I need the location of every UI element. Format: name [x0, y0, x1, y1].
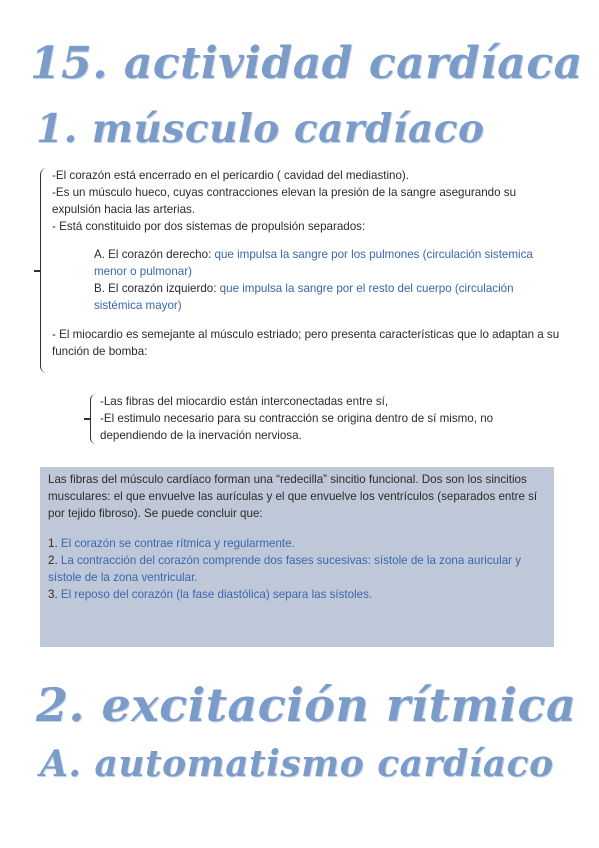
- list-item: [94, 280, 546, 314]
- list-item: [48, 552, 546, 586]
- list-item: [94, 246, 546, 280]
- curly-brace-icon: [40, 168, 47, 373]
- intro-line: -Es un músculo hueco, cuyas contracciones elevan la presión de la sangre asegurando su expulsión hacia las arterias.: [52, 186, 517, 216]
- system-detail: que impulsa la sangre por el resto del cuerpo (circulación sistémica mayor): [94, 282, 514, 312]
- summary-box: [40, 467, 554, 647]
- point-number: 3.: [48, 588, 61, 601]
- intro-block: [52, 167, 562, 360]
- myocardium-paragraph: - El miocardio es semejante al músculo estriado; pero presenta características que lo adaptan a su función de bomba:: [52, 328, 560, 358]
- intro-line: -El corazón está encerrado en el pericardio ( cavidad del mediastino).: [52, 169, 410, 182]
- system-label: B. El corazón izquierdo:: [94, 282, 220, 295]
- list-item: -Las fibras del miocardio están interconectadas entre sí,: [100, 395, 389, 408]
- point-text: La contracción del corazón comprende dos fases sucesivas: sístole de la zona auricular y sístole de la zona ventricular.: [48, 554, 522, 584]
- list-item: -El estimulo necesario para su contracción se origina dentro de sí mismo, no dependiendo de la inervación nerviosa.: [100, 412, 494, 442]
- list-item: [48, 535, 546, 552]
- curly-brace-icon: [90, 394, 96, 444]
- list-item: [48, 586, 546, 603]
- point-number: 2.: [48, 554, 61, 567]
- system-label: A. El corazón derecho:: [94, 248, 215, 261]
- section-title-excitacion-ritmica: 2. excitación rítmica: [36, 678, 577, 732]
- subsection-title-musculo-cardiaco: 1. músculo cardíaco: [36, 106, 485, 152]
- point-number: 1.: [48, 537, 61, 550]
- features-list: [100, 393, 550, 444]
- point-text: El corazón se contrae rítmica y regularmente.: [60, 537, 295, 550]
- propulsion-systems-list: [94, 246, 546, 314]
- intro-line: - Está constituido por dos sistemas de propulsión separados:: [52, 220, 366, 233]
- point-text: El reposo del corazón (la fase diastólica) separa las sístoles.: [60, 588, 373, 601]
- subsection-title-automatismo-cardiaco: A. automatismo cardíaco: [40, 743, 554, 785]
- summary-intro: Las fibras del músculo cardíaco forman una “redecilla” sincitio funcional. Dos son los sincitios musculares: el que envuelve las aurículas y el que envuelve los ventrículos (separados entre sí por tejido fibroso). Se puede concluir que:: [48, 473, 538, 520]
- system-detail: que impulsa la sangre por los pulmones (circulación sistemica menor o pulmonar): [94, 248, 533, 278]
- section-title-actividad-cardiaca: 15. actividad cardíaca: [30, 38, 583, 89]
